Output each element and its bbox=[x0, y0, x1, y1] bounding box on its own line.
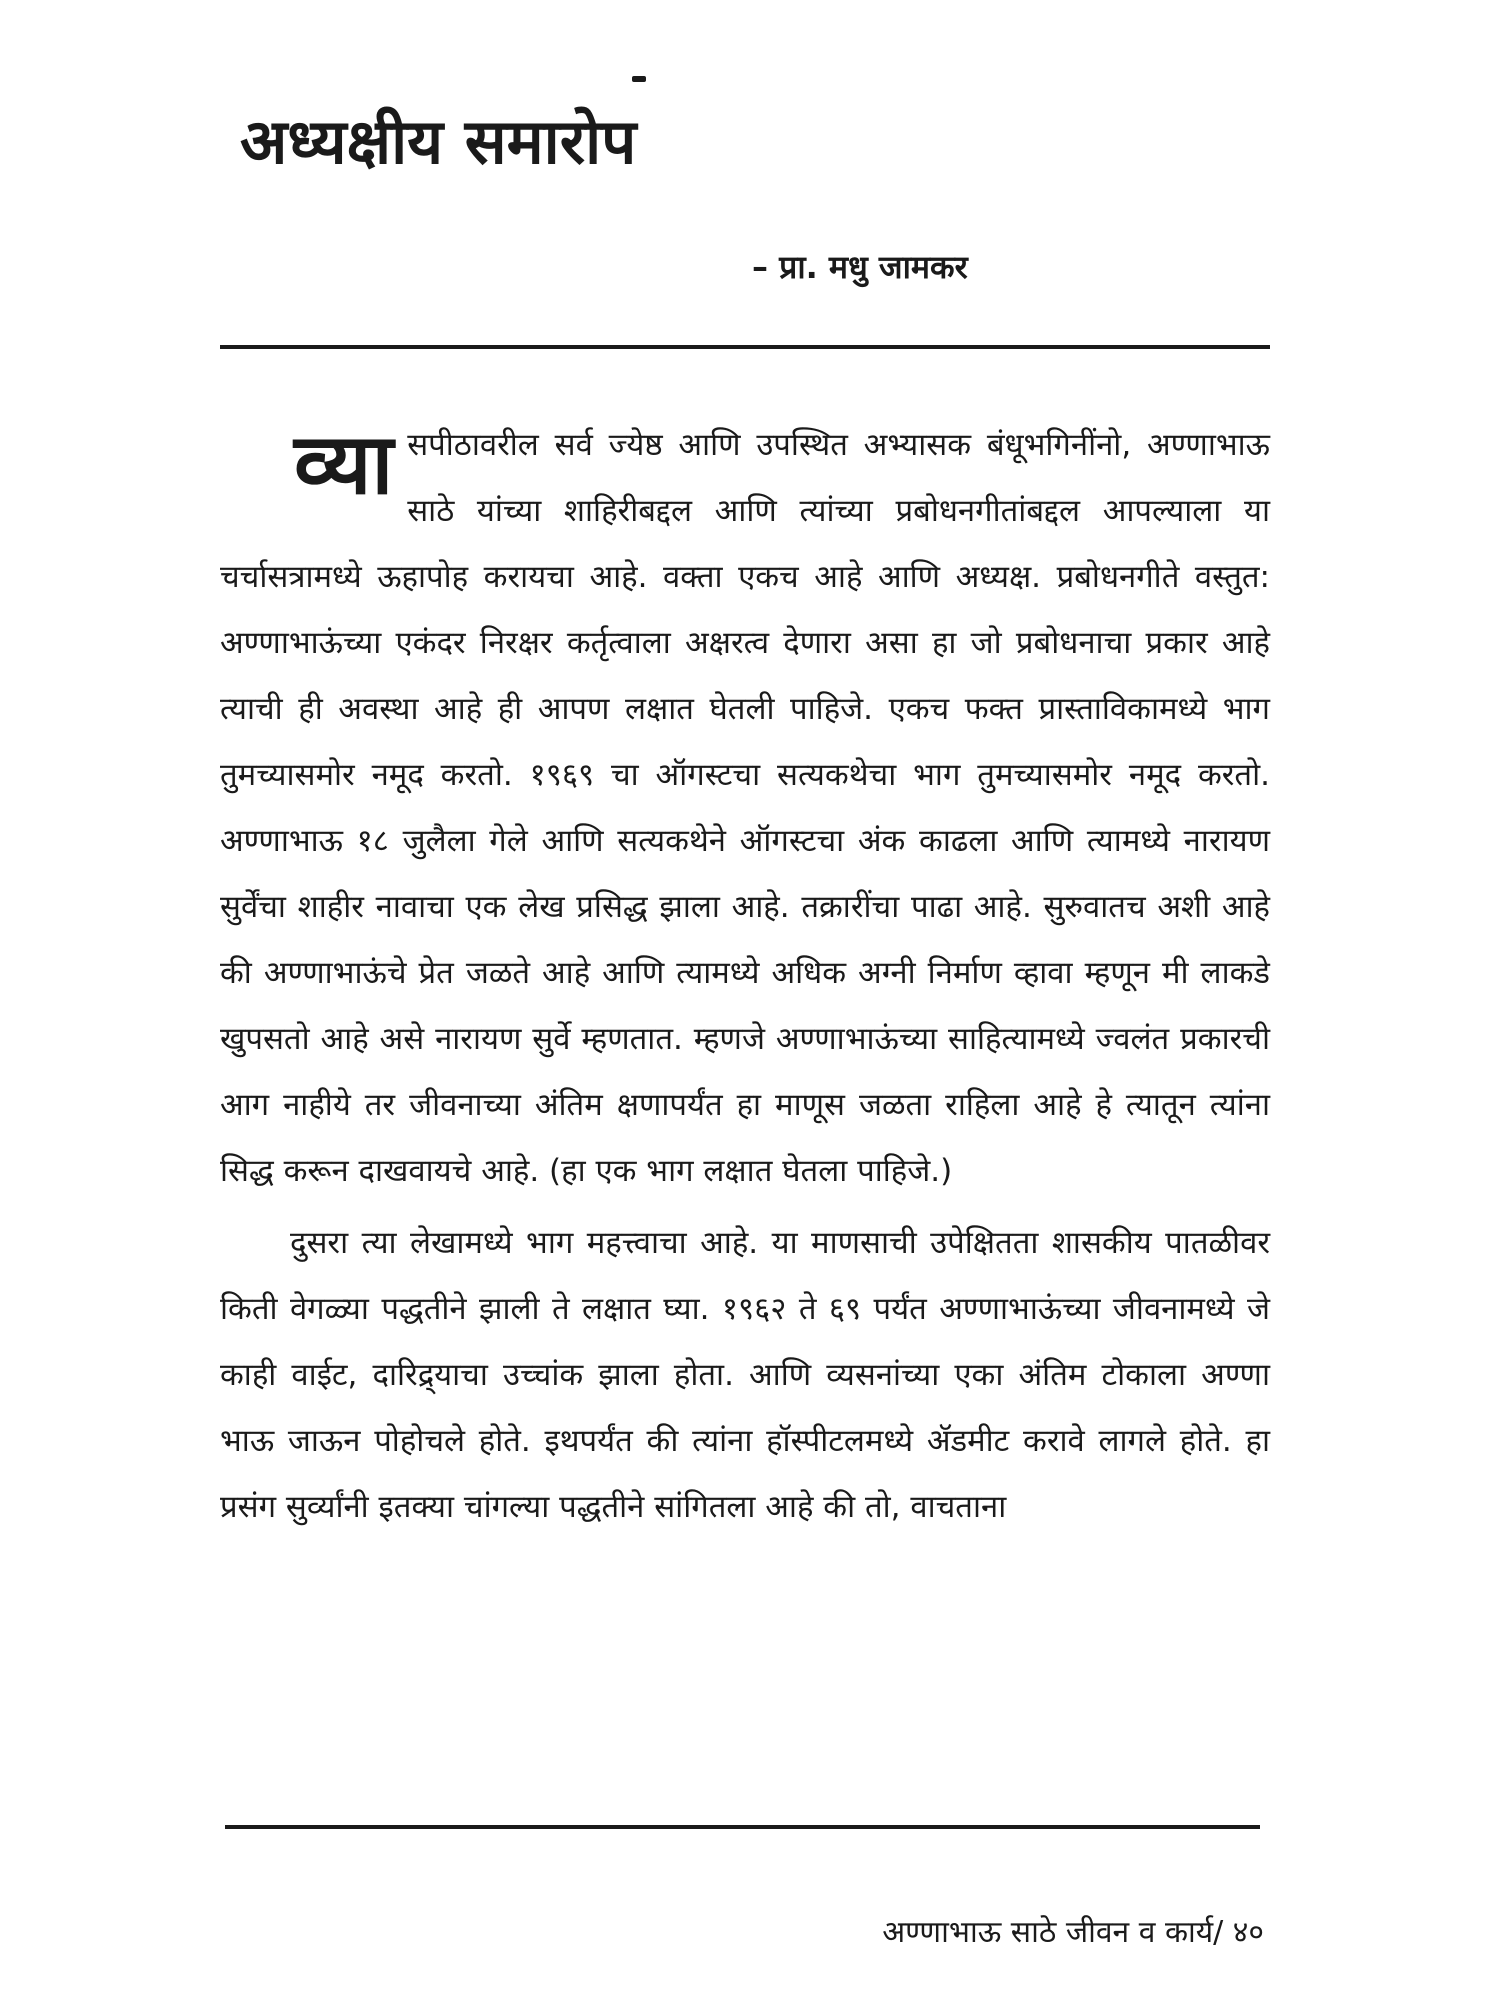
top-divider bbox=[220, 345, 1270, 349]
drop-cap: व्या bbox=[294, 415, 394, 513]
paragraph-1-text: सपीठावरील सर्व ज्येष्ठ आणि उपस्थित अभ्यासक बंधूभगिनींनो, अण्णाभाऊ साठे यांच्या शाहिरीबद्दल आणि त्यांच्या प्रबोधनगीतांबद्दल आपल्याला या चर्चासत्रामध्ये ऊहापोह करायचा आहे. वक्ता एकच आहे आणि अध्यक्ष. प्रबोधनगीते वस्तुत: अण्णाभाऊंच्या एकंदर निरक्षर कर्तृत्वाला अक्षरत्व देणारा असा हा जो प्रबोधनाचा प्रकार आहे त्याची ही अवस्था आहे ही आपण लक्षात घेतली पाहिजे. एकच फक्त प्रास्ताविकामध्ये भाग तुमच्यासमोर नमूद करतो. १९६९ चा ऑगस्टचा सत्यकथेचा भाग तुमच्यासमोर नमूद करतो. अण्णाभाऊ १८ जुलैला गेले आणि सत्यकथेने ऑगस्टचा अंक काढला आणि त्यामध्ये नारायण सुर्वेंचा शाहीर नावाचा एक लेख प्रसिद्ध झाला आहे. तक्रारींचा पाढा आहे. सुरुवातच अशी आहे की अण्णाभाऊंचे प्रेत जळते आहे आणि त्यामध्ये अधिक अग्नी निर्माण व्हावा म्हणून मी लाकडे खुपसतो आहे असे नारायण सुर्वे म्हणतात. म्हणजे अण्णाभाऊंच्या साहित्यामध्ये ज्वलंत प्रकारची आग नाहीये तर जीवनाच्या अंतिम क्षणापर्यंत हा माणूस जळता राहिला आहे हे त्यातून त्यांना सिद्ध करून दाखवायचे आहे. (हा एक भाग लक्षात घेतला पाहिजे.) bbox=[220, 427, 1270, 1189]
bottom-divider bbox=[225, 1825, 1260, 1829]
page-footer: अण्णाभाऊ साठे जीवन व कार्य/ ४० bbox=[882, 1915, 1264, 1950]
top-ink-mark bbox=[632, 76, 646, 82]
paragraph-2: दुसरा त्या लेखामध्ये भाग महत्त्वाचा आहे. या माणसाची उपेक्षितता शासकीय पातळीवर किती वेगळ्या पद्धतीने झाली ते लक्षात घ्या. १९६२ ते ६९ पर्यंत अण्णाभाऊंच्या जीवनामध्ये जे काही वाईट, दारिद्र्याचा उच्चांक झाला होता. आणि व्यसनांच्या एका अंतिम टोकाला अण्णा भाऊ जाऊन पोहोचले होते. इथपर्यंत की त्यांना हॉस्पीटलमध्ये ॲडमीट करावे लागले होते. हा प्रसंग सुर्व्यांनी इतक्या चांगल्या पद्धतीने सांगितला आहे की तो, वाचताना bbox=[220, 1225, 1270, 1525]
body-text bbox=[220, 412, 1270, 1540]
author-line: – प्रा. मधु जामकर bbox=[752, 248, 968, 286]
chapter-title: अध्यक्षीय समारोप bbox=[240, 105, 637, 178]
paragraph-1 bbox=[220, 412, 1270, 1204]
